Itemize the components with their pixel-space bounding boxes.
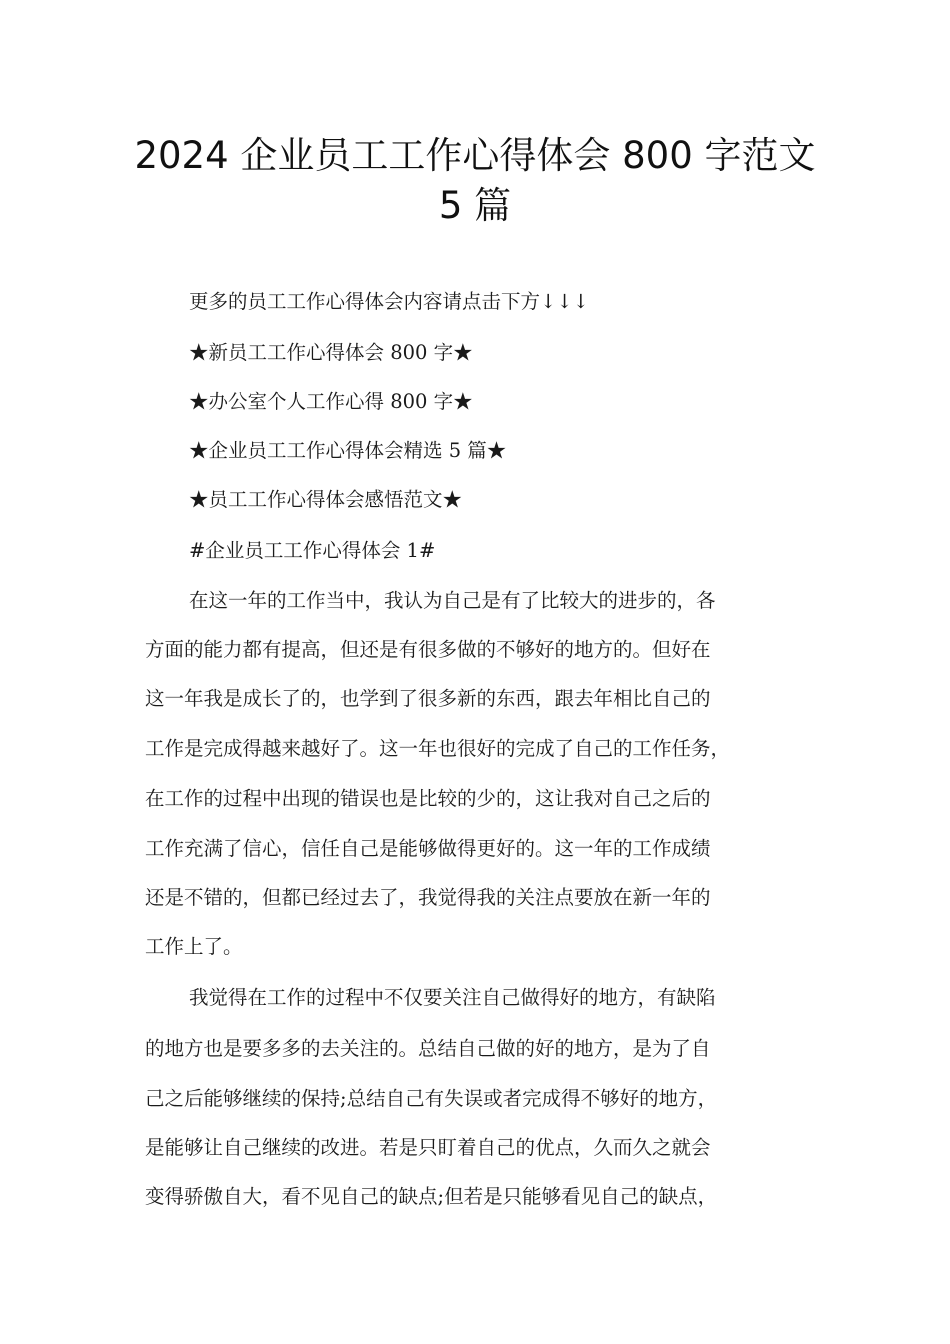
paragraph-1-line: 方面的能力都有提高，但还是有很多做的不够好的地方的。但好在 bbox=[145, 638, 711, 661]
paragraph-1-line: 这一年我是成长了的，也学到了很多新的东西，跟去年相比自己的 bbox=[145, 687, 711, 710]
section-heading: #企业员工工作心得体会 1# bbox=[189, 539, 436, 562]
paragraph-2-line: 己之后能够继续的保持;总结自己有失误或者完成得不够好的地方， bbox=[145, 1087, 718, 1110]
related-link-3[interactable]: ★企业员工工作心得体会精选 5 篇★ bbox=[189, 439, 507, 462]
paragraph-1-line: 工作是完成得越来越好了。这一年也很好的完成了自己的工作任务， bbox=[145, 737, 731, 760]
paragraph-1-line: 工作上了。 bbox=[145, 935, 243, 958]
paragraph-1-line: 在工作的过程中出现的错误也是比较的少的，这让我对自己之后的 bbox=[145, 787, 711, 810]
paragraph-1-line: 在这一年的工作当中，我认为自己是有了比较大的进步的，各 bbox=[189, 589, 716, 612]
related-link-4[interactable]: ★员工工作心得体会感悟范文★ bbox=[189, 488, 463, 511]
paragraph-1-line: 还是不错的，但都已经过去了，我觉得我的关注点要放在新一年的 bbox=[145, 886, 711, 909]
intro-text: 更多的员工工作心得体会内容请点击下方↓↓↓ bbox=[189, 290, 590, 313]
paragraph-2-line: 变得骄傲自大，看不见自己的缺点;但若是只能够看见自己的缺点， bbox=[145, 1185, 718, 1208]
related-link-2[interactable]: ★办公室个人工作心得 800 字★ bbox=[189, 390, 473, 413]
document-title-line-1: 2024 企业员工工作心得体会 800 字范文 bbox=[134, 134, 816, 177]
paragraph-2-line: 我觉得在工作的过程中不仅要关注自己做得好的地方，有缺陷 bbox=[189, 986, 716, 1009]
related-link-1[interactable]: ★新员工工作心得体会 800 字★ bbox=[189, 341, 473, 364]
paragraph-2-line: 是能够让自己继续的改进。若是只盯着自己的优点，久而久之就会 bbox=[145, 1136, 711, 1159]
paragraph-2-line: 的地方也是要多多的去关注的。总结自己做的好的地方，是为了自 bbox=[145, 1037, 711, 1060]
document-title-line-2: 5 篇 bbox=[438, 184, 512, 227]
paragraph-1-line: 工作充满了信心，信任自己是能够做得更好的。这一年的工作成绩 bbox=[145, 837, 711, 860]
